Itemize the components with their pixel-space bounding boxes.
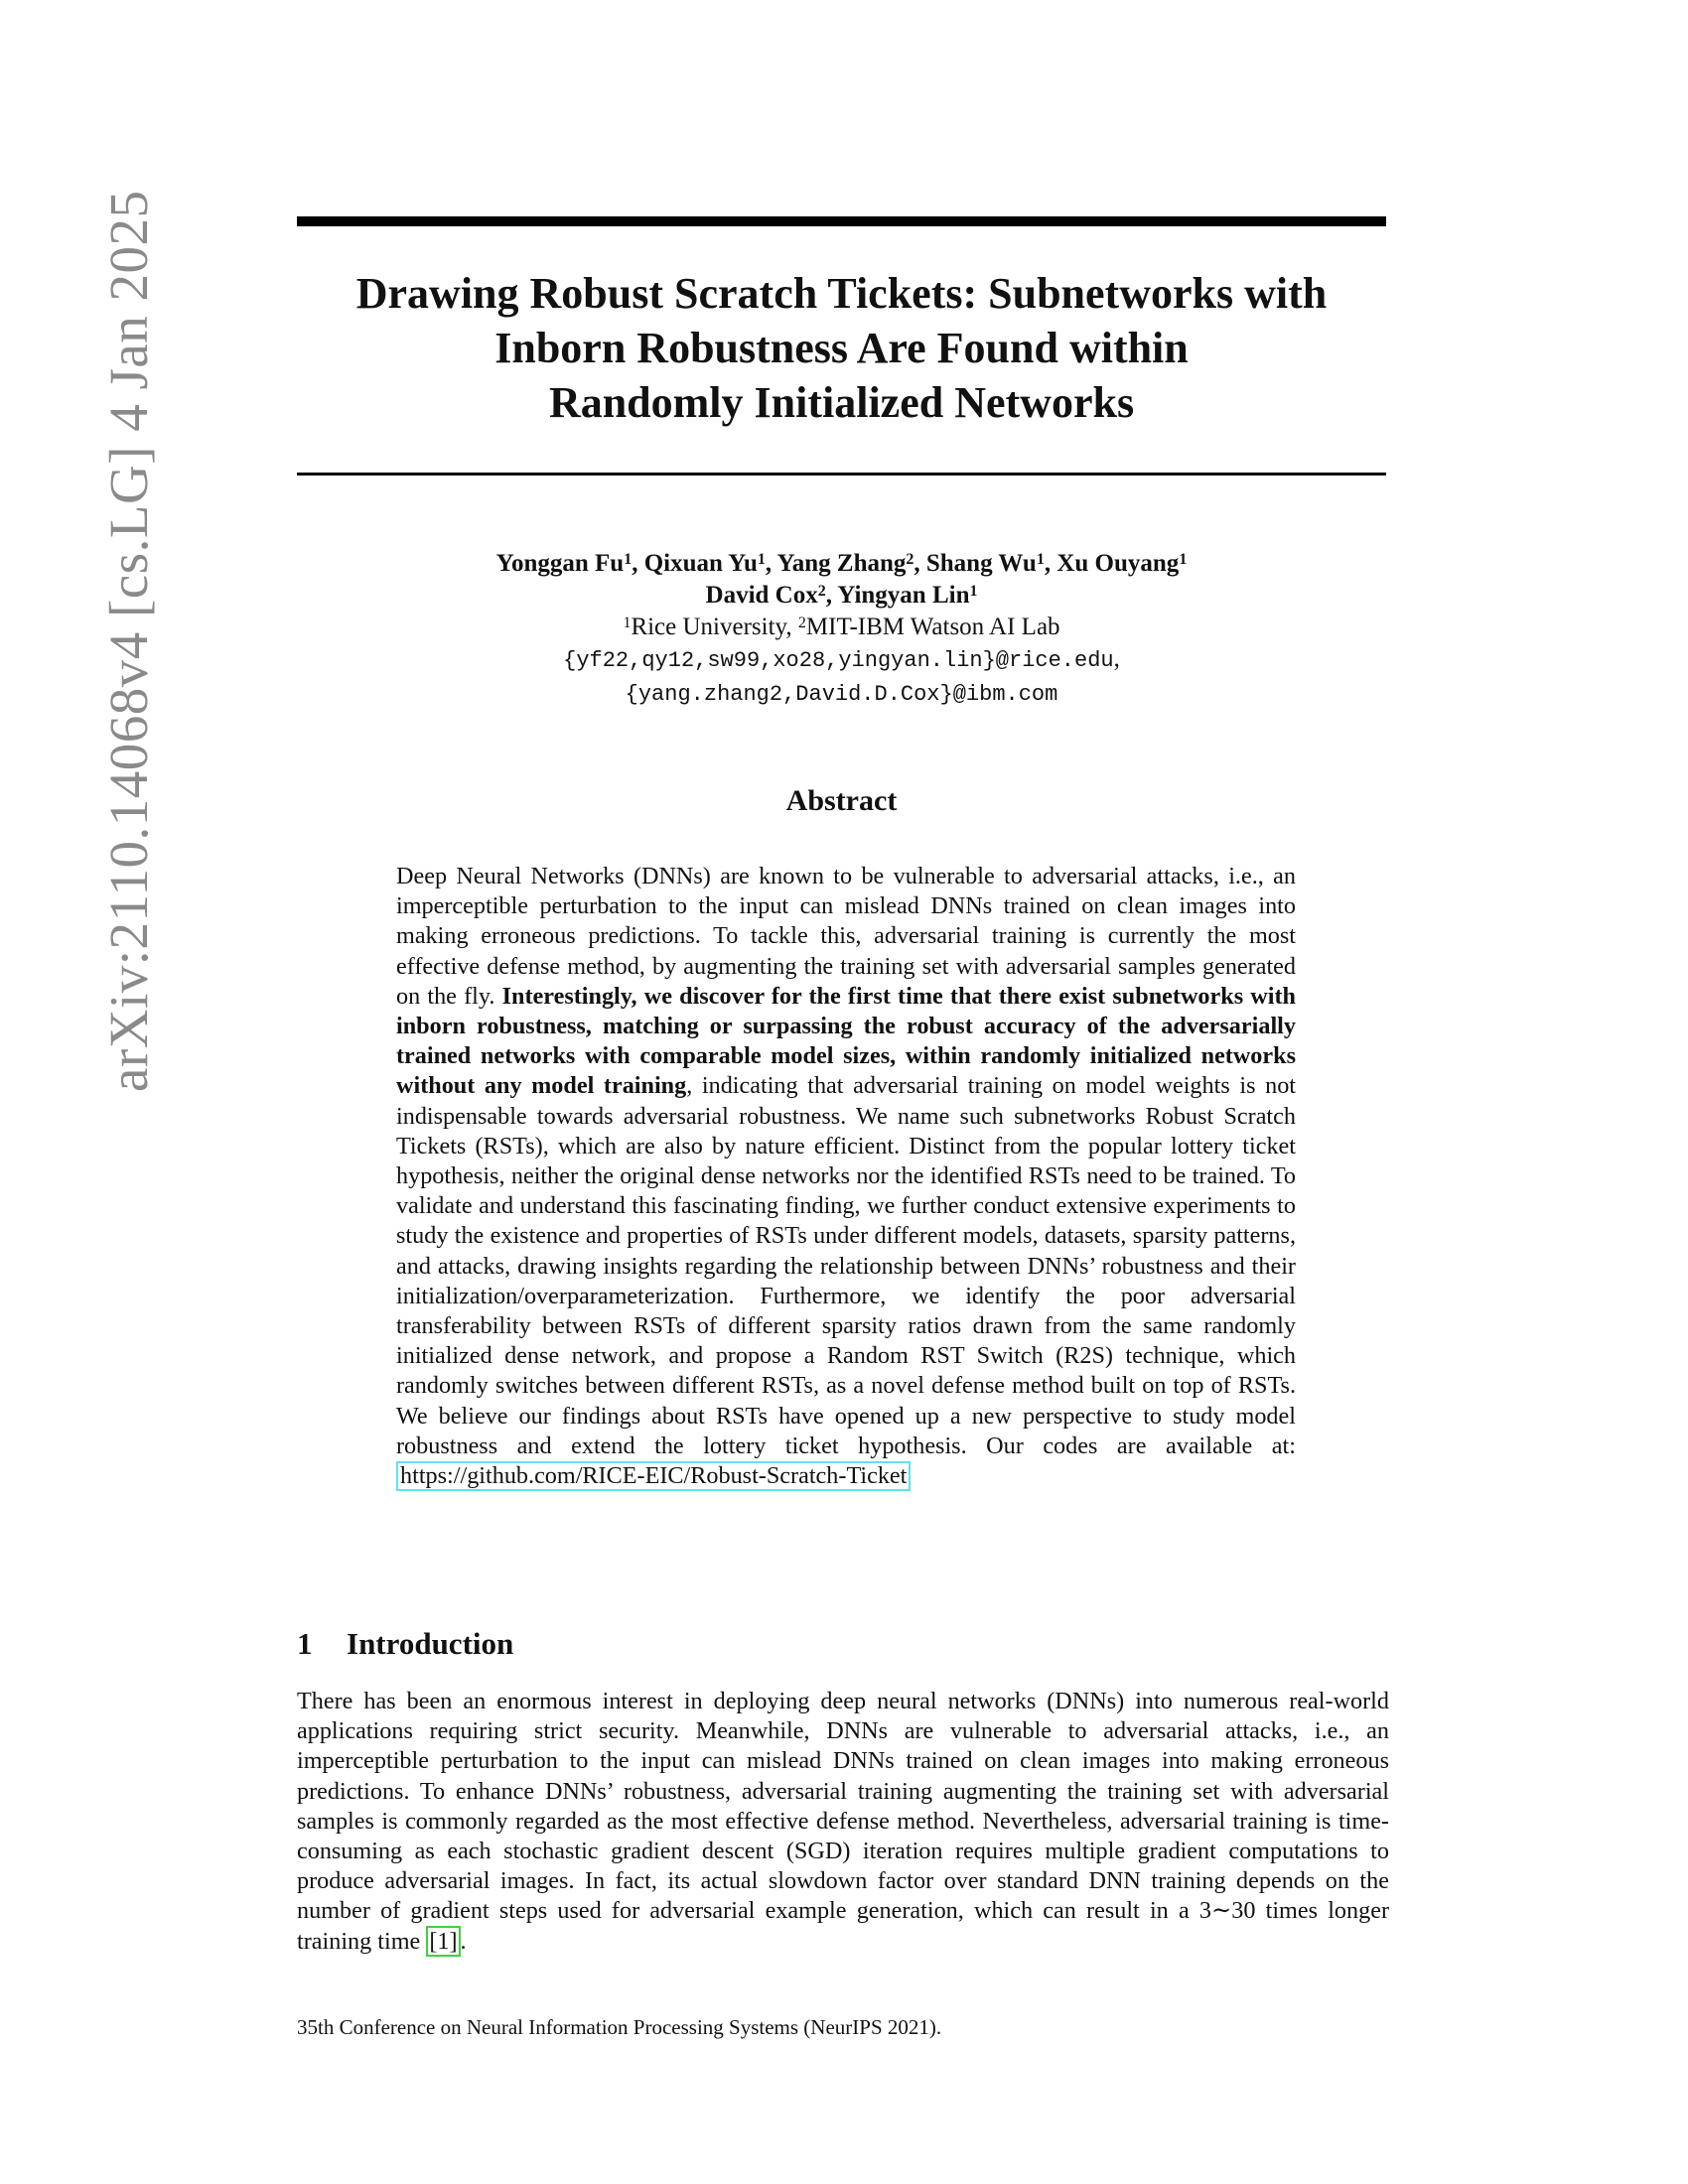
- email-separator: ,: [1113, 645, 1120, 672]
- author-affiliation-mark: 1: [624, 551, 633, 568]
- author-affiliation-mark: 2: [906, 551, 914, 568]
- affiliation-number: 1: [623, 614, 632, 631]
- author-name: Shang Wu: [925, 550, 1037, 577]
- author-affiliation-mark: 1: [969, 583, 978, 600]
- author-name: Qixuan Yu: [643, 550, 758, 577]
- email-line-1: [297, 643, 1386, 677]
- title-line: Randomly Initialized Networks: [548, 378, 1135, 427]
- title-bottom-rule: [297, 473, 1386, 476]
- affiliation-name: Rice University: [631, 614, 786, 640]
- introduction-text: There has been an enormous interest in deploying deep neural networks (DNNs) into numerous real-world applications requiring strict security. Meanwhile, DNNs are vulnerable to adversarial attacks, i.e., an imperceptible perturbation to the input can mislead DNNs trained on clean images into making erroneous predictions. To enhance DNNs’ robustness, adversarial training augmenting the training set with adversarial samples is commonly regarded as the most effective defense method. Nevertheless, adversarial training is time-consuming as each stochastic gradient descent (SGD) iteration requires multiple gradient computations to produce adversarial images. In fact, its actual slowdown factor over standard DNN training depends on the number of gradient steps used for adversarial example generation, which can result in a 3∼30 times longer training time: [297, 1688, 1389, 1955]
- title-line: Inborn Robustness Are Found within: [494, 324, 1189, 372]
- email-line-2: [297, 677, 1386, 711]
- code-repository-link[interactable]: https://github.com/RICE-EIC/Robust-Scratch-Ticket: [396, 1461, 911, 1491]
- section-heading-introduction: [297, 1626, 513, 1662]
- author-name: Yingyan Lin: [837, 582, 970, 609]
- introduction-text-end: .: [460, 1927, 467, 1955]
- author-affiliation-mark: 1: [1036, 551, 1045, 568]
- introduction-paragraph: [297, 1687, 1389, 1957]
- section-title: Introduction: [347, 1626, 514, 1661]
- section-number: 1: [297, 1626, 313, 1661]
- author-names-line-1: Yonggan Fu$^1$, Qixuan Yu$^1$, Yang Zhang$^2$, Shang Wu$^1$, Xu Ouyang$^1$: [495, 550, 1188, 577]
- abstract-heading: Abstract: [785, 784, 898, 817]
- author-names-line-2: David Cox$^2$, Yingyan Lin$^1$: [705, 582, 978, 609]
- title-top-rule: [297, 216, 1386, 226]
- conference-footnote: 35th Conference on Neural Information Processing Systems (NeurIPS 2021).: [297, 2015, 942, 2039]
- arxiv-identifier-stamp: arXiv:2110.14068v4 [cs.LG] 4 Jan 2025: [98, 190, 159, 1092]
- author-affiliation-mark: 1: [757, 551, 766, 568]
- author-name: Yang Zhang: [776, 550, 907, 577]
- author-name: David Cox: [705, 582, 818, 609]
- author-block: [297, 548, 1386, 711]
- affiliation-number: 2: [797, 614, 806, 631]
- abstract-text-rest: , indicating that adversarial training on model weights is not indispensable towards adversarial robustness. We name such subnetworks Robust Scratch Tickets (RSTs), which are also by nature efficient. Distinct from the popular lottery ticket hypothesis, neither the original dense networks nor the identified RSTs need to be trained. To validate and understand this fascinating finding, we further conduct extensive experiments to study the existence and properties of RSTs under different models, datasets, sparsity patterns, and attacks, drawing insights regarding the relationship between DNNs’ robustness and their initialization/overparameterization. Furthermore, we identify the poor adversarial transferability between RSTs of different sparsity ratios drawn from the same randomly initialized dense network, and propose a Random RST Switch (R2S) technique, which randomly switches between different RSTs, as a novel defense method built on top of RSTs. We believe our findings about RSTs have opened up a new perspective to study model robustness and extend the lottery ticket hypothesis. Our codes are available at:: [396, 1072, 1297, 1459]
- abstract-body: [396, 862, 1296, 1491]
- email-ibm[interactable]: {yang.zhang2,David.D.Cox}@ibm.com: [625, 682, 1058, 707]
- title-line: Drawing Robust Scratch Tickets: Subnetworks with: [355, 269, 1328, 318]
- affiliations: $^1$Rice University, $^2$MIT-IBM Watson AI Lab: [623, 614, 1060, 640]
- email-rice[interactable]: {yf22,qy12,sw99,xo28,yingyan.lin}@rice.edu: [563, 648, 1114, 673]
- abstract-text-highlight: Interestingly, we discover for the first time that there exist subnetworks with inborn robustness, matching or surpassing the robust accuracy of the adversarially trained networks with comparable model sizes, within randomly initialized networks without any model training: [396, 982, 1296, 1100]
- author-name: Yonggan Fu: [495, 550, 625, 577]
- author-affiliation-mark: 2: [817, 583, 826, 600]
- citation-link[interactable]: [1]: [426, 1926, 460, 1957]
- paper-title: [297, 266, 1386, 430]
- author-affiliation-mark: 1: [1179, 551, 1188, 568]
- abstract-text-intro: Deep Neural Networks (DNNs) are known to be vulnerable to adversarial attacks, i.e., an imperceptible perturbation to the input can mislead DNNs trained on clean images into making erroneous predictions. To tackle this, adversarial training is currently the most effective defense method, by augmenting the training set with adversarial samples generated on the fly.: [396, 863, 1296, 1010]
- author-name: Xu Ouyang: [1056, 550, 1180, 577]
- affiliation-name: MIT-IBM Watson AI Lab: [805, 614, 1060, 640]
